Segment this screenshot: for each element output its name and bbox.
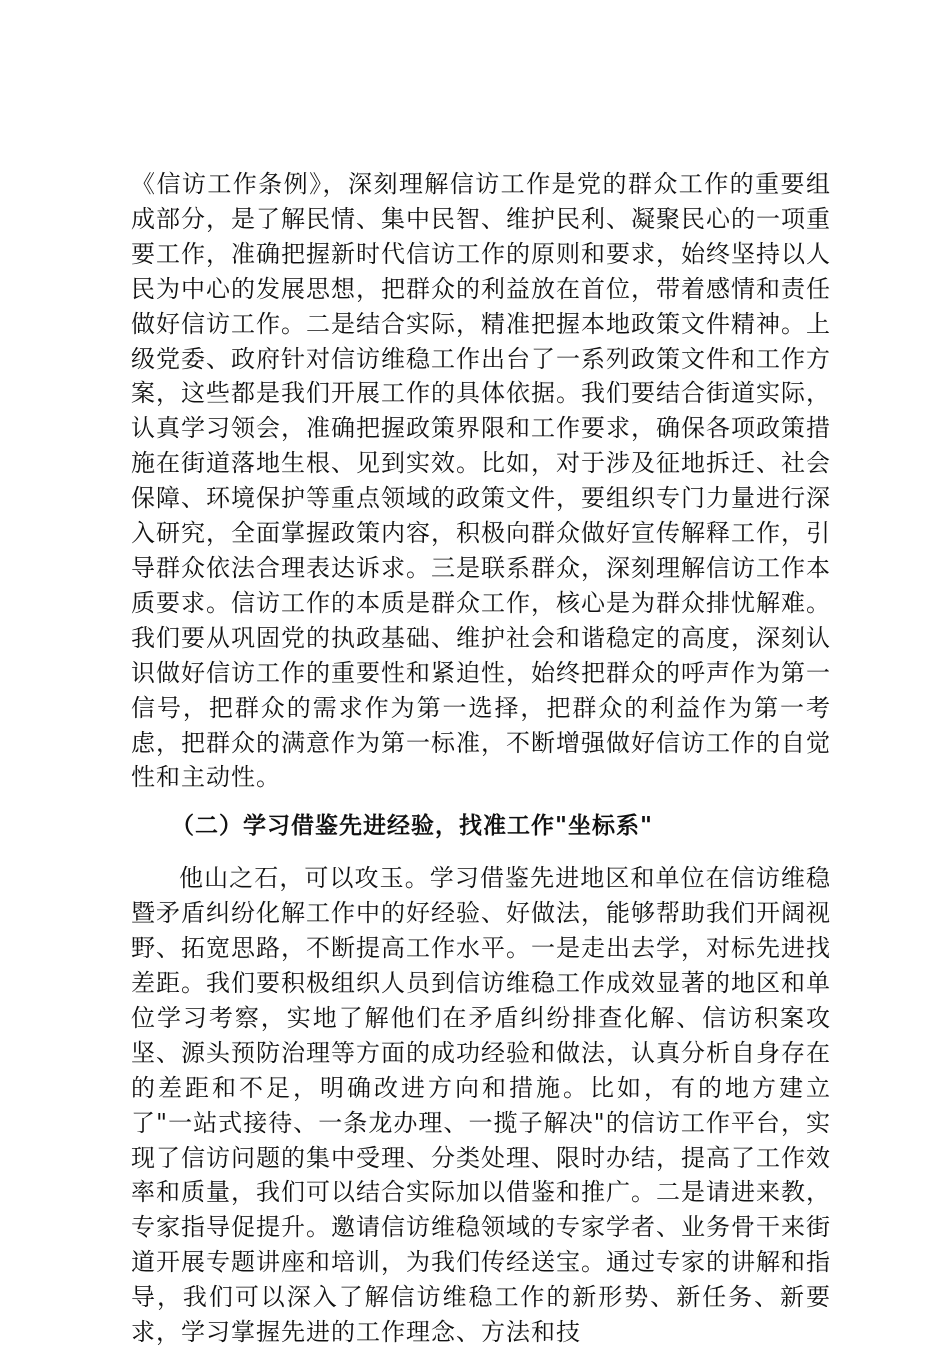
document-body — [131, 167, 831, 1350]
body-paragraph: 他山之石，可以攻玉。学习借鉴先进地区和单位在信访维稳暨矛盾纠纷化解工作中的好经验、好做法，能够帮助我们开阔视野、拓宽思路，不断提高工作水平。一是走出去学，对标先进找差距。我们要积极组织人员到信访维稳工作成效显著的地区和单位学习考察，实地了解他们在矛盾纠纷排查化解、信访积案攻坚、源头预防治理等方面的成功经验和做法，认真分析自身存在的差距和不足，明确改进方向和措施。比如，有的地方建立了"一站式接待、一条龙办理、一揽子解决"的信访工作平台，实现了信访问题的集中受理、分类处理、限时办结，提高了工作效率和质量，我们可以结合实际加以借鉴和推广。二是请进来教，专家指导促提升。邀请信访维稳领域的专家学者、业务骨干来街道开展专题讲座和培训，为我们传经送宝。通过专家的讲解和指导，我们可以深入了解信访维稳工作的新形势、新任务、新要求，学习掌握先进的工作理念、方法和技 — [131, 864, 831, 1347]
section-heading: （二）学习借鉴先进经验，找准工作"坐标系" — [171, 813, 653, 840]
body-paragraph-continued: 《信访工作条例》，深刻理解信访工作是党的群众工作的重要组成部分，是了解民情、集中民智、维护民利、凝聚民心的一项重要工作，准确把握新时代信访工作的原则和要求，始终坚持以人民为中心的发展思想，把群众的利益放在首位，带着感情和责任做好信访工作。二是结合实际，精准把握本地政策文件精神。上级党委、政府针对信访维稳工作出台了一系列政策文件和工作方案，这些都是我们开展工作的具体依据。我们要结合街道实际，认真学习领会，准确把握政策界限和工作要求，确保各项政策措施在街道落地生根、见到实效。比如，对于涉及征地拆迁、社会保障、环境保护等重点领域的政策文件，要组织专门力量进行深入研究，全面掌握政策内容，积极向群众做好宣传解释工作，引导群众依法合理表达诉求。三是联系群众，深刻理解信访工作本质要求。信访工作的本质是群众工作，核心是为群众排忧解难。我们要从巩固党的执政基础、维护社会和谐稳定的高度，深刻认识做好信访工作的重要性和紧迫性，始终把群众的呼声作为第一信号，把群众的需求作为第一选择，把群众的利益作为第一考虑，把群众的满意作为第一标准，不断增强做好信访工作的自觉性和主动性。 — [131, 170, 831, 792]
